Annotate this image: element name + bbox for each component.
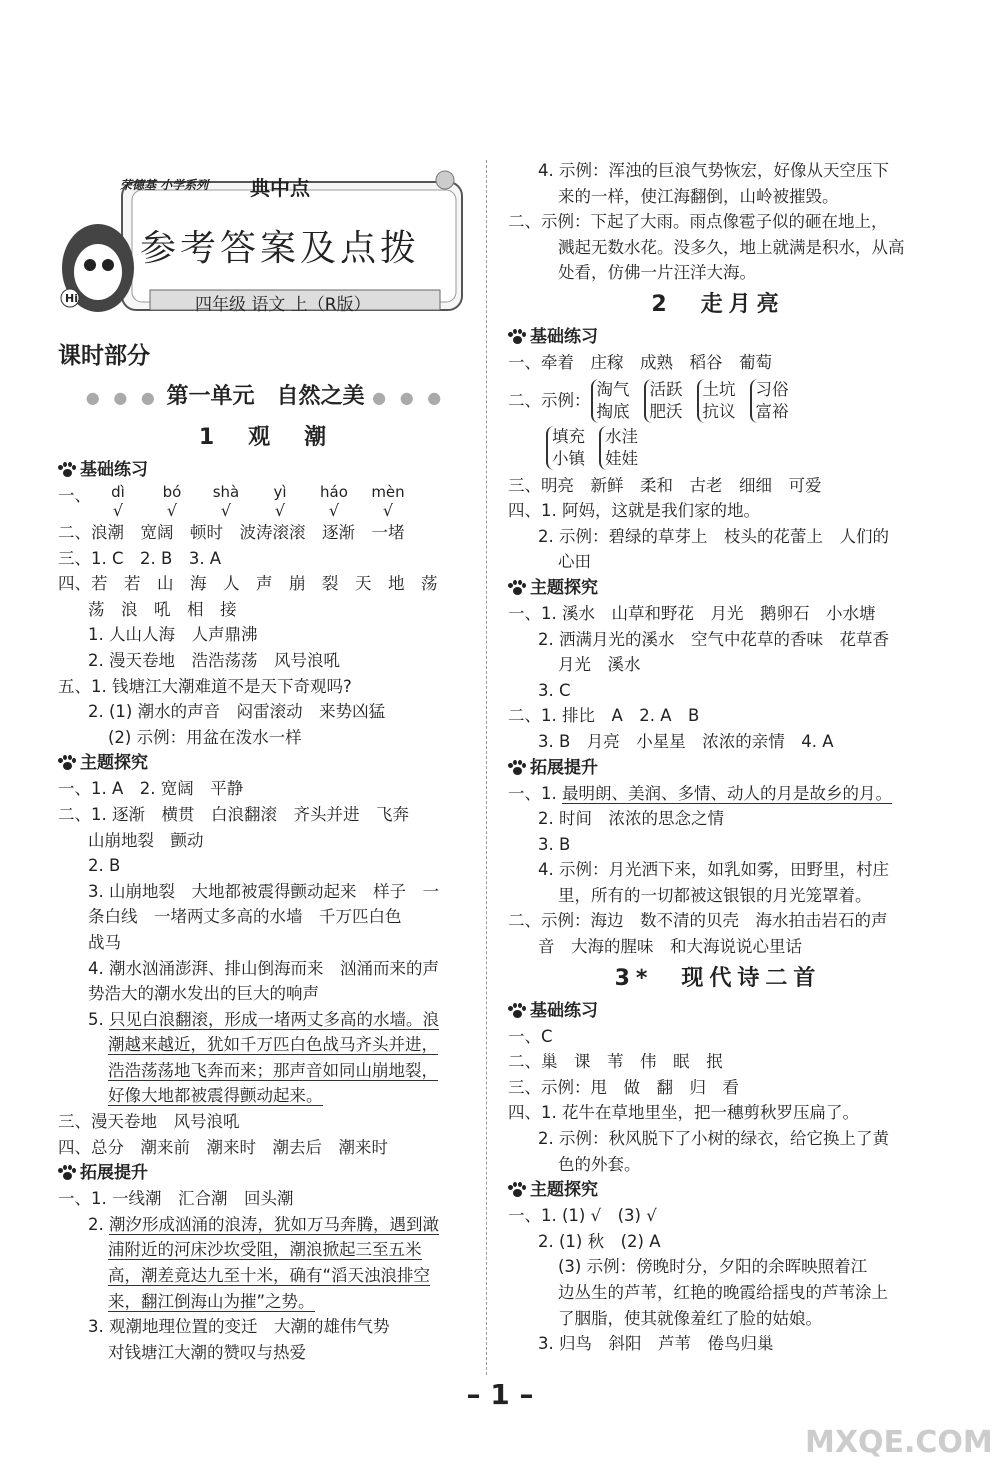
tick-row xyxy=(91,501,415,520)
lesson-1-title: 1 观 潮 xyxy=(198,425,333,450)
word-pair xyxy=(599,426,638,470)
word-pair xyxy=(750,379,789,423)
pinyin: mèn xyxy=(371,483,405,501)
basic-practice-header xyxy=(508,324,928,350)
answer-line: 2. B xyxy=(88,856,121,876)
q-label: 一、 xyxy=(58,486,91,505)
answer-line: 2. 示例：秋风脱下了小树的绿衣，给它换上了黄 xyxy=(538,1129,889,1149)
pinyin: háo xyxy=(320,483,348,501)
paw-icon xyxy=(58,1165,76,1181)
answer-line: 四、若 若 山 海 人 声 崩 裂 天 地 荡 xyxy=(58,574,438,594)
answer-line: 4. 示例：浑浊的巨浪气势恢宏，好像从天空压下 xyxy=(538,161,889,180)
theme-explore-header xyxy=(58,750,473,776)
check-icon: √ xyxy=(220,501,232,520)
answer-line: 来的一样，使江海翻倒，山岭被摧毁。 xyxy=(558,186,839,206)
word: 淘气 xyxy=(596,379,630,399)
paw-icon xyxy=(508,580,526,596)
answer-line: 一、1. 溪水 山草和野花 月光 鹅卵石 小水塘 xyxy=(508,603,876,623)
answer-line: 3. C xyxy=(538,680,571,700)
brace-row xyxy=(508,426,928,470)
answer-line: 4. 潮水汹涌澎湃、排山倒海而来 汹涌而来的声 xyxy=(88,958,439,978)
answer-line: 对钱塘江大潮的赞叹与热爱 xyxy=(108,1342,306,1362)
answer-line: 五、1. 钱塘江大潮难道不是天下奇观吗? xyxy=(58,676,352,696)
check-icon: √ xyxy=(382,501,394,520)
paw-icon xyxy=(508,1003,526,1019)
lesson-2-title: 2 走月亮 xyxy=(651,291,785,317)
basic-practice-header xyxy=(58,457,473,483)
answer-line: 一、1. (1) √ (3) √ xyxy=(508,1206,657,1226)
word-pair xyxy=(591,379,630,423)
header-text: 拓展提升 xyxy=(530,757,598,778)
answer-line: 一、1. 一线潮 汇合潮 回头潮 xyxy=(58,1189,294,1209)
answer-line: 三、明亮 新鲜 柔和 古老 细细 可爱 xyxy=(508,475,822,495)
answer-line: 三、示例：甩 做 翻 归 看 xyxy=(508,1077,739,1097)
answer-line: 二、示例：下起了大雨。雨点像雹子似的砸在地上， xyxy=(508,212,888,232)
answer-line: 2. 示例：碧绿的草芽上 枝头的花蕾上 人们的 xyxy=(538,526,889,546)
item-number: 一、1. xyxy=(508,783,562,803)
answer-line: 二、浪潮 宽阔 顿时 波涛滚滚 逐渐 一堵 xyxy=(58,523,405,542)
paw-icon xyxy=(508,329,526,345)
answer-line xyxy=(58,1083,473,1109)
answer-line xyxy=(58,1237,473,1263)
answer-line: 1. 人山人海 人声鼎沸 xyxy=(88,625,258,645)
answer-line: 荡 浪 吼 相 接 xyxy=(88,599,237,619)
check-icon: √ xyxy=(274,501,286,520)
answer-line: 二、巢 课 苇 伟 眠 抿 xyxy=(508,1052,723,1072)
check-icon: √ xyxy=(112,501,124,520)
answer-line: 3. 观潮地理位置的变迁 大潮的雄伟气势 xyxy=(88,1317,390,1337)
underlined-text: 来，翻江倒海山为摧”之势。 xyxy=(108,1291,315,1311)
hi-badge: Hi xyxy=(65,292,78,305)
extension-header xyxy=(508,755,928,781)
word-pair xyxy=(644,379,683,423)
answer-line: 3. B 月亮 小星星 浓浓的亲情 4. A xyxy=(538,731,834,751)
underlined-text: 只见白浪翻滚，形成一堵两丈多高的水墙。浪 xyxy=(109,1009,439,1029)
section-title: 课时部分 xyxy=(58,343,150,369)
watermark: MXQE.COM xyxy=(805,1425,993,1460)
header-text: 基础练习 xyxy=(80,460,148,480)
logo-text: 典中点 xyxy=(250,176,310,200)
pinyin: shà xyxy=(212,483,240,501)
lesson-3-title: 3* 现代诗二首 xyxy=(614,965,822,991)
answer-line: 3. 归鸟 斜阳 芦苇 倦鸟归巢 xyxy=(538,1334,774,1354)
answer-line xyxy=(58,1289,473,1315)
paw-icon xyxy=(58,755,76,771)
answer-line: 一、1. A 2. 宽阔 平静 xyxy=(58,779,244,799)
paw-icon xyxy=(508,760,526,776)
answer-line: 四、1. 阿妈，这就是我们家的地。 xyxy=(508,501,760,521)
answer-line: 2. 漫天卷地 浩浩荡荡 风号浪吼 xyxy=(88,650,340,670)
answer-line: 山崩地裂 颤动 xyxy=(88,830,204,850)
paw-icon xyxy=(58,462,76,478)
banner-title: 参考答案及点拨 xyxy=(140,228,421,269)
answer-line: 3. B xyxy=(538,834,571,854)
paw-icon xyxy=(508,1182,526,1198)
unit-title-text: 第一单元 自然之美 xyxy=(166,384,365,409)
q-label: 二、示例： xyxy=(508,390,591,410)
underlined-text: 潮汐形成汹涌的浪涛，犹如万马奔腾，遇到澉 xyxy=(109,1214,439,1234)
pinyin-block xyxy=(58,483,473,520)
answer-line: 四、1. 花牛在草地里坐，把一穗剪秋罗压扁了。 xyxy=(508,1103,859,1123)
brand-label: 荣德基 小学系列 xyxy=(120,178,209,192)
answer-line: 心田 xyxy=(558,552,591,572)
answer-line xyxy=(508,781,928,807)
answer-line: 势浩大的潮水发出的巨大的响声 xyxy=(88,984,319,1004)
answer-line: 四、总分 潮来前 潮来时 潮去后 潮来时 xyxy=(58,1137,388,1157)
unit-title xyxy=(58,376,473,419)
word: 填充 xyxy=(552,426,585,446)
word: 小镇 xyxy=(552,448,585,468)
underlined-text: 高，潮差竟达九至十米，确有“滔天浊浪排空 xyxy=(108,1266,431,1286)
basic-practice-header xyxy=(508,998,928,1024)
answer-line xyxy=(58,1007,473,1033)
word: 抗议 xyxy=(702,401,736,421)
answer-line: 色的外套。 xyxy=(558,1154,641,1174)
underlined-text: 浩浩荡荡地飞奔而来；那声音如同山崩地裂， xyxy=(108,1060,438,1080)
header-text: 主题探究 xyxy=(80,753,148,774)
word: 土坑 xyxy=(702,379,736,399)
banner-subtitle: 四年级 语文 上（R版） xyxy=(195,295,371,315)
column-divider xyxy=(486,160,487,1375)
word-pair xyxy=(546,426,585,470)
word: 娃娃 xyxy=(605,448,638,468)
header-text: 基础练习 xyxy=(530,326,598,347)
underlined-text: 最明朗、美润、多情、动人的月是故乡的月。 xyxy=(562,783,892,803)
pinyin: yì xyxy=(273,483,287,501)
answer-line: 2. 洒满月光的溪水 空气中花草的香味 花草香 xyxy=(538,629,889,649)
answer-line: 一、牵着 庄稼 成熟 稻谷 葡萄 xyxy=(508,352,772,372)
answer-line: 2. (1) 潮水的声音 闷雷滚动 来势凶猛 xyxy=(88,702,386,722)
underlined-text: 好像大地都被震得颤动起来。 xyxy=(108,1086,323,1106)
answer-line: 了胭脂，使其就像羞红了脸的姑娘。 xyxy=(558,1308,822,1328)
answer-line xyxy=(58,1032,473,1058)
answer-line: 二、1. 逐渐 横贯 白浪翻滚 齐头并进 飞奔 xyxy=(58,804,409,824)
answer-line: 处看，仿佛一片汪洋大海。 xyxy=(558,263,756,283)
answer-line: 2. 时间 浓浓的思念之情 xyxy=(538,809,724,829)
answer-line: 溅起无数水花。没多久，地上就满是积水，从高 xyxy=(558,237,905,257)
brace-row xyxy=(508,379,928,423)
theme-explore-header xyxy=(508,1177,928,1203)
check-icon: √ xyxy=(328,501,340,520)
header-text: 主题探究 xyxy=(530,1180,598,1201)
pinyin: dì xyxy=(111,483,125,501)
answer-line: 二、1. 排比 A 2. A B xyxy=(508,706,700,726)
header-text: 基础练习 xyxy=(530,1000,598,1021)
page-number: – 1 – xyxy=(466,1378,534,1411)
answer-line: (2) 示例：用盆在泼水一样 xyxy=(108,727,302,747)
answer-line: 条白线 一堵两丈多高的水墙 千万匹白色 xyxy=(88,907,402,927)
answer-line: 里，所有的一切都被这银银的月光笼罩着。 xyxy=(558,885,872,905)
word-pair xyxy=(697,379,736,423)
item-number: 2. xyxy=(88,1214,109,1234)
answer-line: 音 大海的腥味 和大海说说心里话 xyxy=(538,937,802,957)
underlined-text: 浦附近的河床沙坎受阻，潮浪掀起三至五米 xyxy=(108,1240,422,1260)
pinyin: bó xyxy=(162,483,182,501)
header-text: 拓展提升 xyxy=(80,1163,148,1184)
dots-left-icon: ● ● ● xyxy=(85,388,159,407)
word: 习俗 xyxy=(755,379,789,399)
left-column xyxy=(58,336,473,1365)
answer-line: 一、C xyxy=(508,1026,553,1046)
answer-line: (3) 示例：傍晚时分，夕阳的余晖映照着江 xyxy=(558,1257,868,1277)
answer-line xyxy=(58,1058,473,1084)
underlined-text: 潮越来越近，犹如千万匹白色战马齐头并进， xyxy=(108,1035,438,1055)
word: 活跃 xyxy=(649,379,683,399)
word: 掏底 xyxy=(596,401,630,421)
answer-line: 边丛生的芦苇，红艳的晚霞给揺曳的芦苇涂上 xyxy=(558,1283,888,1302)
answer-line: 2. (1) 秋 (2) A xyxy=(538,1231,661,1251)
answer-line: 4. 示例：月光洒下来，如乳如雾，田野里，村庄 xyxy=(538,860,889,880)
check-icon: √ xyxy=(166,501,178,520)
header-text: 主题探究 xyxy=(530,577,598,598)
answer-line xyxy=(58,1263,473,1289)
dots-right-icon: ● ● ● xyxy=(372,388,446,407)
extension-header xyxy=(58,1160,473,1186)
word: 富裕 xyxy=(755,401,789,421)
item-number: 5. xyxy=(88,1009,109,1029)
theme-explore-header xyxy=(508,575,928,601)
answer-line: 战马 xyxy=(88,932,121,952)
answer-line: 二、示例：海边 数不清的贝壳 海水拍击岩石的声 xyxy=(508,911,888,931)
answer-line: 3. 山崩地裂 大地都被震得颤动起来 样子 一 xyxy=(88,881,439,901)
answer-line xyxy=(58,1212,473,1238)
answer-line: 月光 溪水 xyxy=(558,655,641,675)
pinyin-row xyxy=(91,483,415,501)
answer-line: 三、漫天卷地 风号浪吼 xyxy=(58,1112,240,1132)
right-column xyxy=(508,158,928,1357)
answer-line: 三、1. C 2. B 3. A xyxy=(58,548,222,568)
word: 肥沃 xyxy=(649,401,683,421)
word: 水洼 xyxy=(605,426,638,446)
